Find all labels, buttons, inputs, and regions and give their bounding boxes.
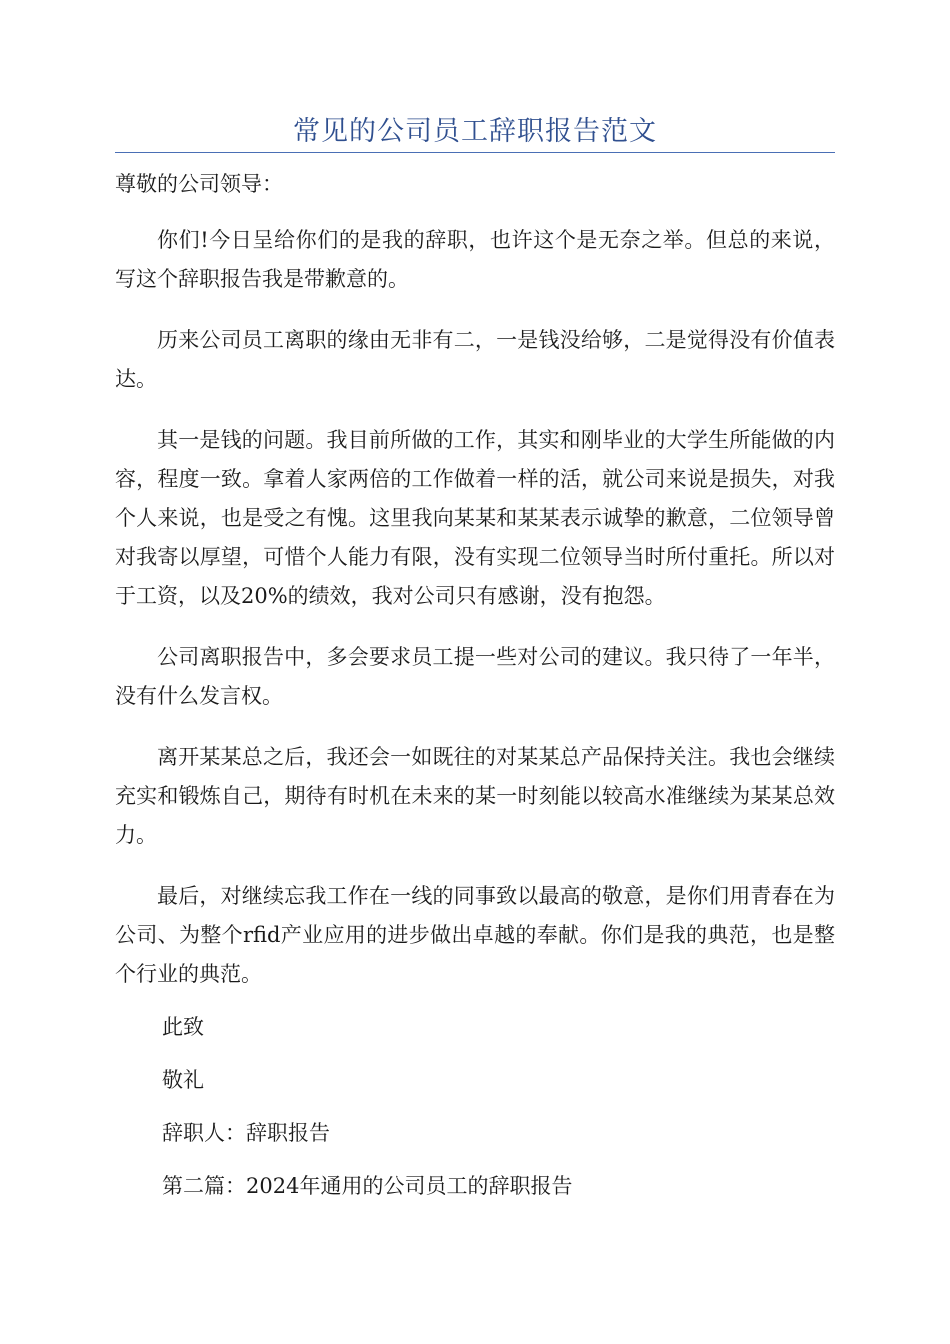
salutation: 尊敬的公司领导：	[115, 172, 283, 196]
body-paragraph: 公司离职报告中，多会要求员工提一些对公司的建议。我只待了一年半，没有什么发言权。	[115, 645, 835, 708]
body-paragraph: 其一是钱的问题。我目前所做的工作，其实和刚毕业的大学生所能做的内容，程度一致。拿着人家两倍的工作做着一样的活，就公司来说是损失，对我个人来说，也是受之有愧。这里我向某某和某某表示诚挚的歉意，二位领导曾对我寄以厚望，可惜个人能力有限，没有实现二位领导当时所付重托。所以对于工资，以及20%的绩效，我对公司只有感谢，没有抱怨。	[115, 428, 835, 608]
signature-line: 辞职人：辞职报告	[162, 1121, 330, 1145]
closing-line-1: 此致	[162, 1015, 204, 1039]
body-paragraph: 你们!今日呈给你们的是我的辞职，也许这个是无奈之举。但总的来说，写这个辞职报告我是带歉意的。	[115, 228, 835, 291]
title-underline	[115, 152, 835, 153]
body-paragraph: 历来公司员工离职的缘由无非有二，一是钱没给够，二是觉得没有价值表达。	[115, 328, 835, 391]
next-section-heading: 第二篇：2024年通用的公司员工的辞职报告	[162, 1174, 573, 1198]
body-paragraph: 最后，对继续忘我工作在一线的同事致以最高的敬意，是你们用青春在为公司、为整个rfid产业应用的进步做出卓越的奉献。你们是我的典范，也是整个行业的典范。	[115, 884, 835, 986]
closing-line-2: 敬礼	[162, 1068, 204, 1092]
document-title: 常见的公司员工辞职报告范文	[293, 116, 657, 147]
body-paragraph: 离开某某总之后，我还会一如既往的对某某总产品保持关注。我也会继续充实和锻炼自己，期待有时机在未来的某一时刻能以较高水准继续为某某总效力。	[115, 745, 835, 847]
document-page	[115, 0, 835, 1206]
